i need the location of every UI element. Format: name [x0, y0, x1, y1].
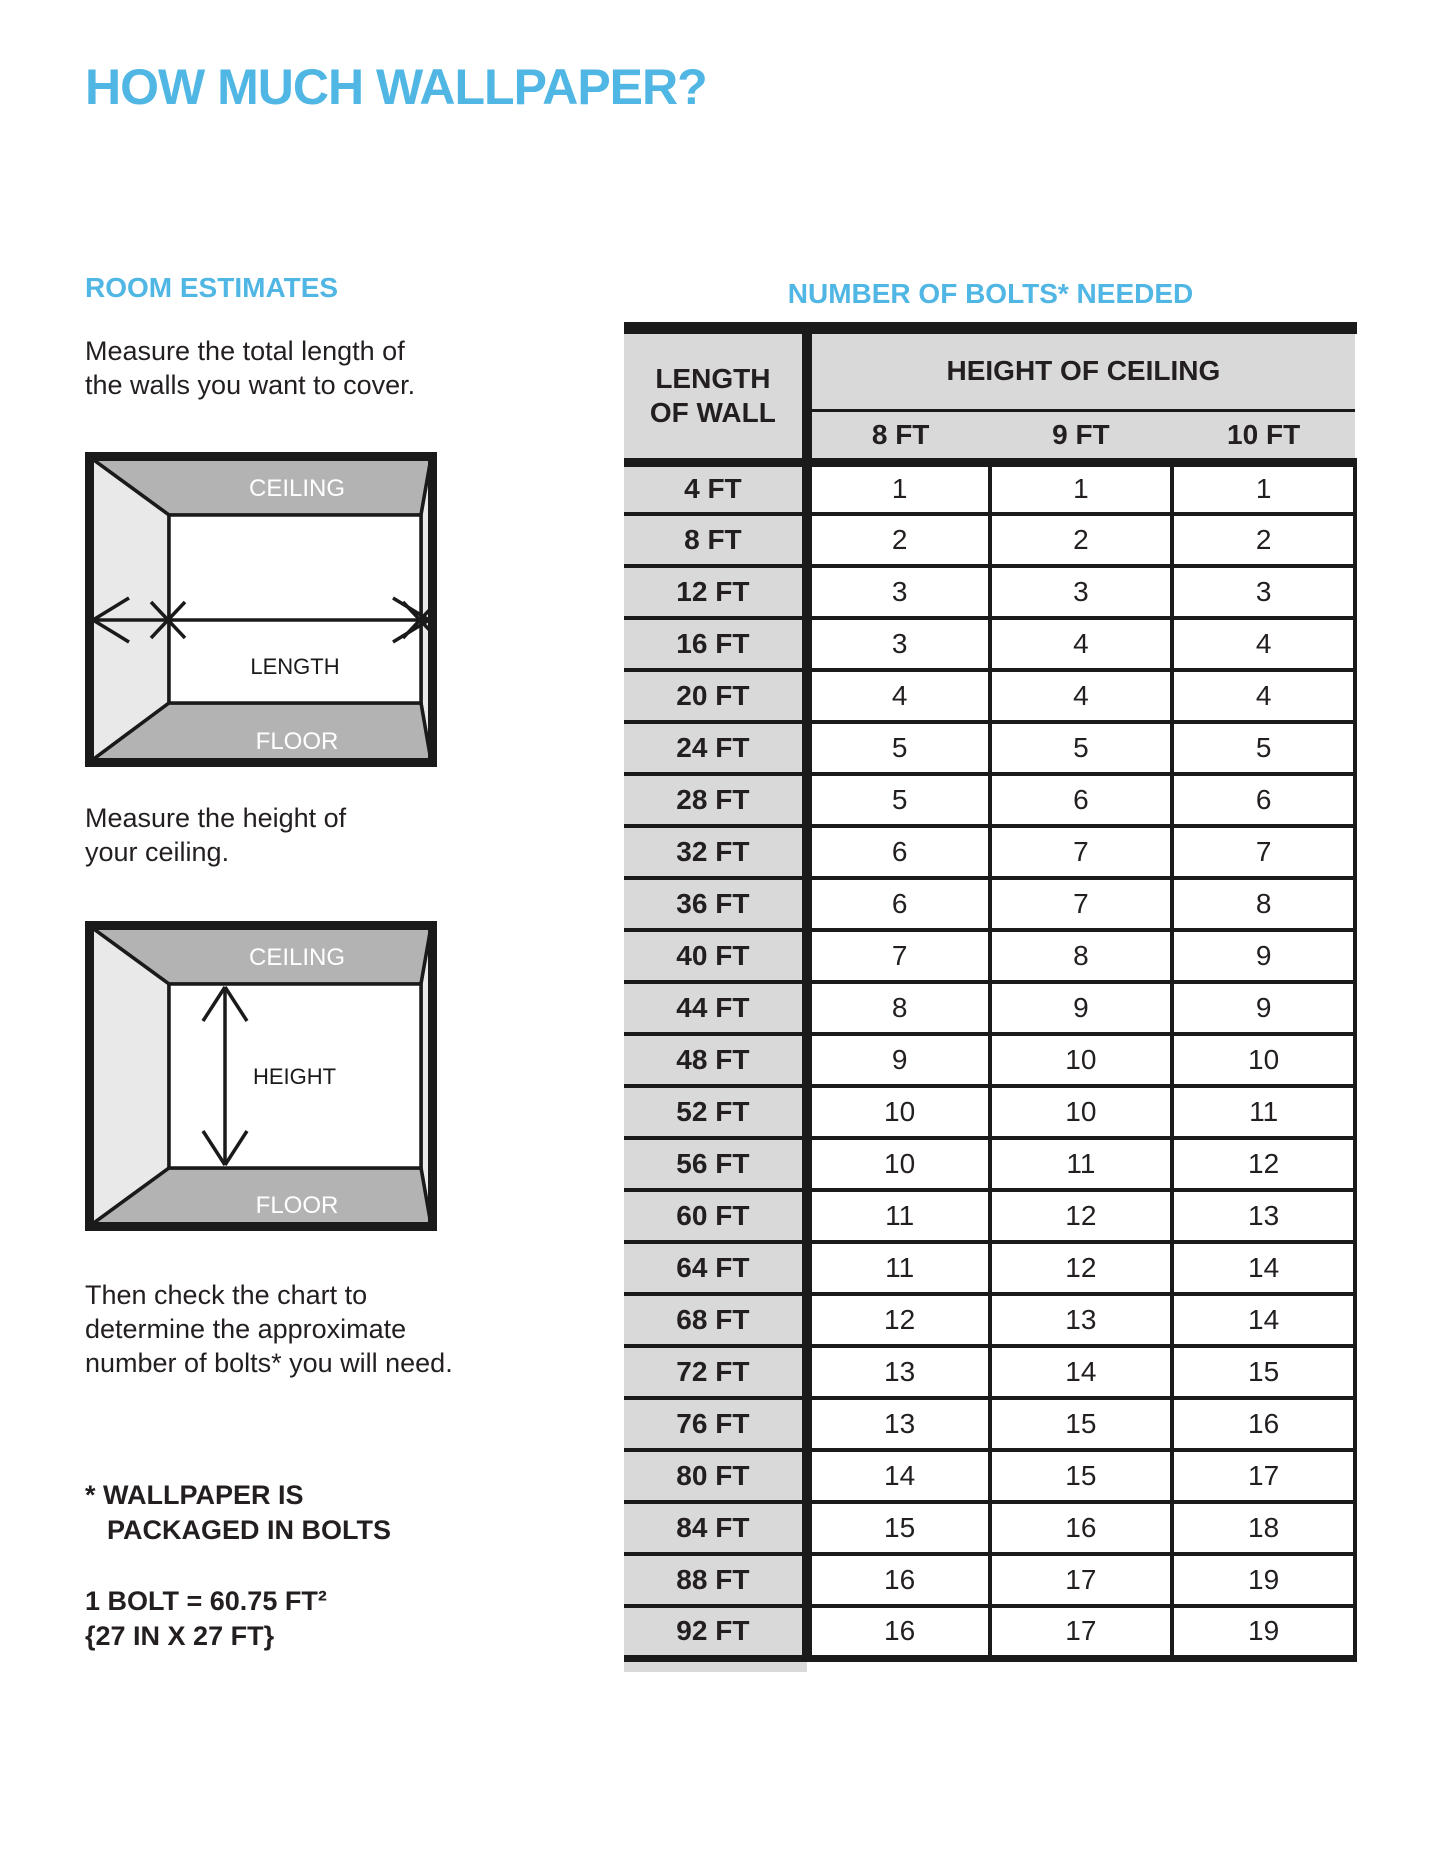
bolt-count-cell: 11 — [1172, 1086, 1355, 1138]
wall-length-label: 88 FT — [624, 1554, 807, 1606]
bolt-count-cell: 12 — [807, 1294, 990, 1346]
bolt-count-cell: 13 — [1172, 1190, 1355, 1242]
bolt-count-cell: 8 — [990, 930, 1173, 982]
wall-length-label: 64 FT — [624, 1242, 807, 1294]
wall-length-label: 72 FT — [624, 1346, 807, 1398]
bolt-definition-line: 1 BOLT = 60.75 FT² — [85, 1586, 327, 1616]
height-diagram — [85, 921, 437, 1231]
bolt-count-cell: 6 — [807, 878, 990, 930]
table-row — [624, 930, 1355, 982]
wall-length-label: 20 FT — [624, 670, 807, 722]
bolt-count-cell: 17 — [1172, 1450, 1355, 1502]
bolt-count-cell: 5 — [990, 722, 1173, 774]
bolt-count-cell: 3 — [807, 566, 990, 618]
bolt-count-cell: 9 — [807, 1034, 990, 1086]
bolt-count-cell: 10 — [807, 1086, 990, 1138]
table-row — [624, 1346, 1355, 1398]
bolt-count-cell: 17 — [990, 1554, 1173, 1606]
bolt-count-cell: 8 — [1172, 878, 1355, 930]
table-header-row — [624, 334, 1355, 410]
length-of-wall-header — [624, 334, 807, 462]
bolt-count-cell: 13 — [990, 1294, 1173, 1346]
table-row — [624, 1242, 1355, 1294]
wall-length-label: 40 FT — [624, 930, 807, 982]
table-row — [624, 1450, 1355, 1502]
bolt-count-cell: 6 — [990, 774, 1173, 826]
table-row — [624, 1554, 1355, 1606]
bolt-count-cell: 3 — [1172, 566, 1355, 618]
bolt-definition — [85, 1584, 327, 1654]
col-header-9ft: 9 FT — [990, 410, 1173, 462]
table-row — [624, 462, 1355, 514]
bolt-count-cell: 7 — [990, 878, 1173, 930]
bolt-count-cell: 10 — [990, 1034, 1173, 1086]
bolt-definition-line: {27 IN X 27 FT} — [85, 1621, 275, 1651]
bolt-count-cell: 16 — [807, 1554, 990, 1606]
bolt-count-cell: 19 — [1172, 1606, 1355, 1658]
bolt-count-cell: 1 — [990, 462, 1173, 514]
table-row — [624, 982, 1355, 1034]
bolt-count-cell: 10 — [807, 1138, 990, 1190]
bolt-count-cell: 5 — [807, 774, 990, 826]
bolt-count-cell: 9 — [990, 982, 1173, 1034]
bolt-count-cell: 16 — [807, 1606, 990, 1658]
bolt-count-cell: 4 — [990, 618, 1173, 670]
wall-length-label: 92 FT — [624, 1606, 807, 1658]
bolt-count-cell: 5 — [807, 722, 990, 774]
bolt-count-cell: 1 — [807, 462, 990, 514]
wall-length-label: 60 FT — [624, 1190, 807, 1242]
bolts-needed-heading: NUMBER OF BOLTS* NEEDED — [787, 278, 1194, 309]
floor-label: FLOOR — [255, 728, 339, 755]
table-row — [624, 1138, 1355, 1190]
wall-length-label: 24 FT — [624, 722, 807, 774]
bolt-count-cell: 5 — [1172, 722, 1355, 774]
table-row — [624, 566, 1355, 618]
instruction-line: your ceiling. — [85, 837, 230, 867]
bolt-count-cell: 3 — [990, 566, 1173, 618]
table-row — [624, 774, 1355, 826]
instruction-line: Measure the height of — [85, 803, 347, 833]
table-row — [624, 618, 1355, 670]
bolt-count-cell: 10 — [1172, 1034, 1355, 1086]
bolt-count-cell: 9 — [1172, 982, 1355, 1034]
bolt-count-cell: 18 — [1172, 1502, 1355, 1554]
bolts-footnote — [85, 1478, 391, 1548]
table-row — [624, 1502, 1355, 1554]
floor-label: FLOOR — [255, 1192, 339, 1219]
room-estimates-heading: ROOM ESTIMATES — [85, 272, 339, 303]
instruction-line: number of bolts* you will need. — [85, 1348, 453, 1378]
bolt-count-cell: 15 — [807, 1502, 990, 1554]
wall-length-label: 84 FT — [624, 1502, 807, 1554]
length-diagram — [85, 452, 437, 767]
table-row — [624, 1398, 1355, 1450]
bolt-count-cell: 14 — [1172, 1242, 1355, 1294]
col-header-8ft: 8 FT — [807, 410, 990, 462]
bolt-count-cell: 2 — [1172, 514, 1355, 566]
bolt-count-cell: 7 — [990, 826, 1173, 878]
table-row — [624, 1606, 1355, 1658]
wall-length-label: 56 FT — [624, 1138, 807, 1190]
bolt-count-cell: 10 — [990, 1086, 1173, 1138]
wall-length-label: 52 FT — [624, 1086, 807, 1138]
table-row — [624, 670, 1355, 722]
bolt-count-cell: 14 — [1172, 1294, 1355, 1346]
wall-length-label: 76 FT — [624, 1398, 807, 1450]
bolt-count-cell: 3 — [807, 618, 990, 670]
bolt-count-cell: 16 — [990, 1502, 1173, 1554]
bolt-count-cell: 11 — [807, 1242, 990, 1294]
page-title: HOW MUCH WALLPAPER? — [85, 59, 707, 115]
instruction-line: determine the approximate — [85, 1314, 407, 1344]
table-row — [624, 1086, 1355, 1138]
bolt-count-cell: 11 — [807, 1190, 990, 1242]
bolt-count-cell: 12 — [990, 1242, 1173, 1294]
bolt-count-cell: 14 — [807, 1450, 990, 1502]
wall-length-label: 32 FT — [624, 826, 807, 878]
wall-length-label: 12 FT — [624, 566, 807, 618]
bolt-count-cell: 4 — [1172, 618, 1355, 670]
wall-length-label: 80 FT — [624, 1450, 807, 1502]
bolt-count-cell: 7 — [807, 930, 990, 982]
table-row — [624, 514, 1355, 566]
ceiling-label: CEILING — [248, 475, 346, 502]
bolt-count-cell: 19 — [1172, 1554, 1355, 1606]
footnote-line: PACKAGED IN BOLTS — [107, 1515, 392, 1545]
height-label: HEIGHT — [253, 1064, 337, 1089]
instruction-measure-length — [85, 334, 415, 402]
bolts-table — [624, 334, 1357, 1662]
table-row — [624, 878, 1355, 930]
bolt-count-cell: 7 — [1172, 826, 1355, 878]
instruction-measure-height — [85, 801, 346, 869]
bolt-count-cell: 13 — [807, 1346, 990, 1398]
bolts-table-container — [624, 322, 1357, 1672]
bolt-count-cell: 4 — [1172, 670, 1355, 722]
table-row — [624, 1294, 1355, 1346]
bolt-count-cell: 9 — [1172, 930, 1355, 982]
wall-length-label: 44 FT — [624, 982, 807, 1034]
length-label: LENGTH — [250, 654, 340, 679]
bolt-count-cell: 2 — [807, 514, 990, 566]
instruction-line: Measure the total length of — [85, 336, 405, 366]
height-of-ceiling-header: HEIGHT OF CEILING — [807, 334, 1355, 410]
bolt-count-cell: 15 — [990, 1398, 1173, 1450]
wall-length-label: 8 FT — [624, 514, 807, 566]
bolt-count-cell: 6 — [807, 826, 990, 878]
table-gray-tab — [624, 1662, 807, 1672]
bolt-count-cell: 12 — [990, 1190, 1173, 1242]
wall-length-label: 68 FT — [624, 1294, 807, 1346]
bolt-count-cell: 6 — [1172, 774, 1355, 826]
table-row — [624, 826, 1355, 878]
instruction-line: Then check the chart to — [85, 1280, 368, 1310]
bolt-count-cell: 12 — [1172, 1138, 1355, 1190]
bolt-count-cell: 4 — [807, 670, 990, 722]
table-top-bar — [624, 322, 1357, 334]
bolt-count-cell: 13 — [807, 1398, 990, 1450]
bolt-count-cell: 2 — [990, 514, 1173, 566]
bolt-count-cell: 11 — [990, 1138, 1173, 1190]
wall-length-label: 28 FT — [624, 774, 807, 826]
table-row — [624, 1034, 1355, 1086]
table-row — [624, 1190, 1355, 1242]
header-line: OF WALL — [649, 396, 776, 428]
instruction-check-chart — [85, 1278, 453, 1380]
wall-length-label: 16 FT — [624, 618, 807, 670]
bolt-count-cell: 14 — [990, 1346, 1173, 1398]
bolt-count-cell: 17 — [990, 1606, 1173, 1658]
instruction-line: the walls you want to cover. — [85, 370, 416, 400]
bolt-count-cell: 8 — [807, 982, 990, 1034]
wall-length-label: 4 FT — [624, 462, 807, 514]
bolt-count-cell: 1 — [1172, 462, 1355, 514]
bolt-count-cell: 15 — [990, 1450, 1173, 1502]
footnote-line: * WALLPAPER IS — [85, 1480, 304, 1510]
header-line: LENGTH — [655, 362, 771, 394]
bolt-count-cell: 4 — [990, 670, 1173, 722]
col-header-10ft: 10 FT — [1172, 410, 1355, 462]
wall-length-label: 36 FT — [624, 878, 807, 930]
wall-length-label: 48 FT — [624, 1034, 807, 1086]
bolt-count-cell: 16 — [1172, 1398, 1355, 1450]
table-row — [624, 722, 1355, 774]
bolt-count-cell: 15 — [1172, 1346, 1355, 1398]
ceiling-label: CEILING — [248, 944, 346, 971]
